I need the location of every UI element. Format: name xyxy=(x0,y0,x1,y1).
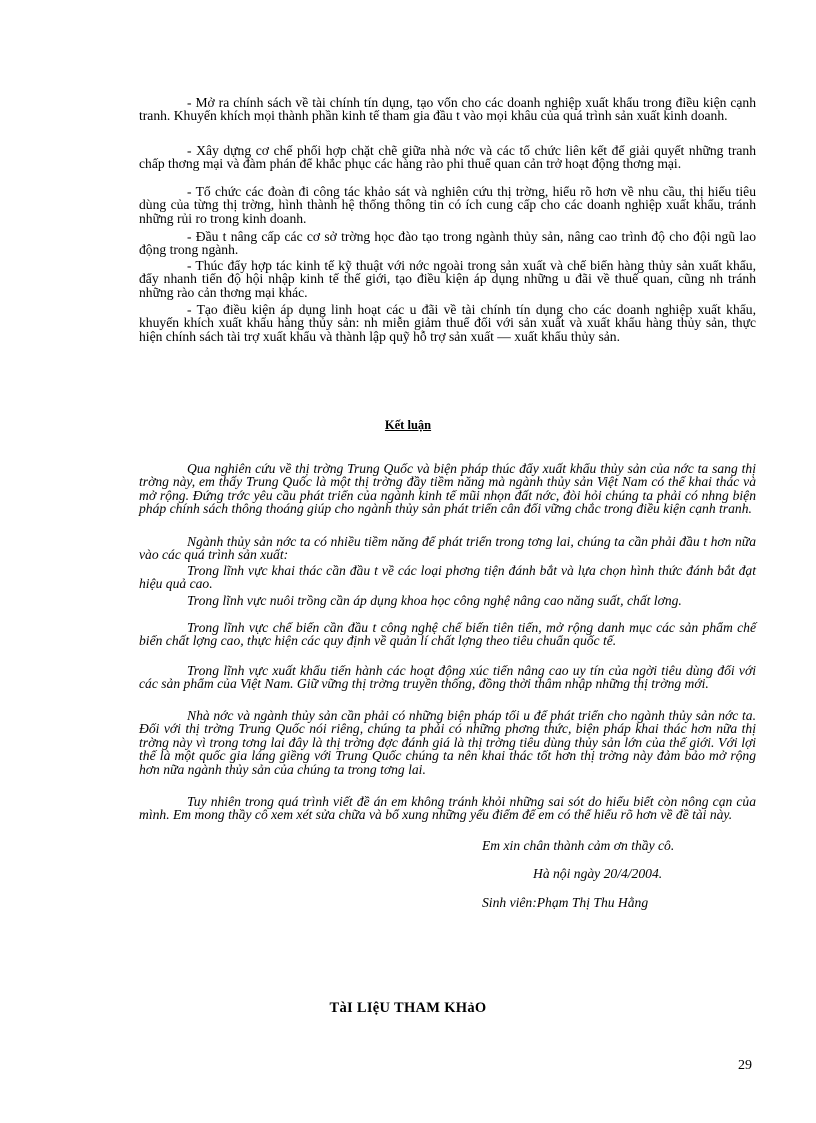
conclusion-paragraph-processing: Trong lĩnh vực chế biến cần đầu t công nghệ chế biến tiên tiến, mở rộng danh mục các sản phẩm chế biến chất lợng cao, thực hiện các quy định về quản lí chất lợng theo tiêu chuẩn quốc tế. xyxy=(139,620,756,649)
conclusion-paragraph-intro: Qua nghiên cứu về thị trờng Trung Quốc và biện pháp thúc đẩy xuất khẩu thủy sản của nớc ta sang thị trờng này, em thấy Trung Quốc là một thị trờng đầy tiềm năng mà ngành thủy sản Việt Nam có thể khai thác và mở rộng. Đứng trớc yêu cầu phát triển của ngành kinh tế mũi nhọn đất nớc, đòi hỏi chúng ta phải có nhng biện pháp chính sách thông thoáng giúp cho ngành thủy sản phát triển cân đối vững chắc trong điều kiện cạnh tranh. xyxy=(139,461,756,517)
policy-paragraph-cooperation: - Thúc đẩy hợp tác kinh tế kỹ thuật với nớc ngoài trong sản xuất và chế biến hàng thủy sản xuất khẩu, đẩy nhanh tiến độ hội nhập kinh tế thế giới, tạo điều kiện áp dụng những u đãi về thuế quan, cũng nh tránh những rào cản thơng mại khác. xyxy=(139,258,756,300)
policy-paragraph-incentives: - Tạo điều kiện áp dụng linh hoạt các u đãi về tài chính tín dụng cho các doanh nghiệp xuất khẩu, khuyến khích xuất khẩu hàng thủy sản: nh miễn giảm thuế đối với sản xuất và xuất khẩu hàng thủy sản, thực hiện chính sách tài trợ xuất khẩu và thành lập quỹ hỗ trợ sản xuất — xuất khẩu thủy sản. xyxy=(139,302,756,344)
conclusion-paragraph-state: Nhà nớc và ngành thủy sản cần phải có những biện pháp tối u để phát triển cho ngành thủy sản nớc ta. Đối với thị trờng Trung Quốc nói riêng, chúng ta phải có những phơng thức, biện pháp khai thác hơn nữa thị trờng này vì trong tơng lai đây là thị trờng đợc đánh giá là thị trờng tiêu dùng thủy sản lớn của thế giới. Với lợi thế là một quốc gia láng giềng với Trung Quốc chúng ta nên khai thác tốt hơn thị trờng này đảm bảo mở rộng hơn nữa ngành thủy sản của chúng ta trong tơng lai. xyxy=(139,708,756,777)
policy-paragraph-credit: - Mở ra chính sách về tài chính tín dụng, tạo vốn cho các doanh nghiệp xuất khẩu trong điều kiện cạnh tranh. Khuyến khích mọi thành phần kinh tế tham gia đầu t vào mọi khâu của quá trình sản xuất kinh doanh. xyxy=(139,95,756,124)
policy-paragraph-coordination: - Xây dựng cơ chế phối hợp chặt chẽ giữa nhà nớc và các tổ chức liên kết để giải quyết những tranh chấp thơng mại và đàm phán để khắc phục các hàng rào phi thuế quan cản trở hoạt động thơng mại. xyxy=(139,143,756,172)
date-line: Hà nội ngày 20/4/2004. xyxy=(533,866,663,881)
conclusion-paragraph-export: Trong lĩnh vực xuất khẩu tiến hành các hoạt động xúc tiến nâng cao uy tín của ngời tiêu dùng đối với các sản phẩm của Việt Nam. Giữ vững thị trờng truyền thống, đồng thời thâm nhập những thị trờng mới. xyxy=(139,663,756,692)
policy-paragraph-training: - Đầu t nâng cấp các cơ sở trờng học đào tạo trong ngành thủy sản, nâng cao trình độ cho đội ngũ lao động trong ngành. xyxy=(139,229,756,258)
references-heading: TàI LIệU THAM KHảO xyxy=(329,1000,487,1016)
conclusion-heading: Kết luận xyxy=(384,418,432,432)
conclusion-paragraph-closing: Tuy nhiên trong quá trình viết đề án em không tránh khỏi những sai sót do hiểu biết còn nông cạn của mình. Em mong thầy cô xem xét sửa chữa và bổ xung những yếu điểm để em có thể hiểu rõ hơn về đề tài này. xyxy=(139,794,756,823)
conclusion-paragraph-fishing: Trong lĩnh vực khai thác cần đầu t về các loại phơng tiện đánh bắt và lựa chọn hình thức đánh bắt đạt hiệu quả cao. xyxy=(139,563,756,592)
conclusion-paragraph-potential: Ngành thủy sản nớc ta có nhiều tiềm năng để phát triển trong tơng lai, chúng ta cần phải đầu t hơn nữa vào các quá trình sản xuất: xyxy=(139,534,756,563)
page-number: 29 xyxy=(738,1058,752,1073)
conclusion-paragraph-aquaculture: Trong lĩnh vực nuôi trồng cần áp dụng khoa học công nghệ nâng cao năng suất, chất lơng. xyxy=(187,593,682,608)
thanks-line: Em xin chân thành cảm ơn thầy cô. xyxy=(482,838,675,853)
student-signature: Sinh viên:Phạm Thị Thu Hằng xyxy=(482,895,649,910)
policy-paragraph-market-research: - Tổ chức các đoàn đi công tác khảo sát và nghiên cứu thị trờng, hiểu rõ hơn về nhu cầu, thị hiếu tiêu dùng của từng thị trờng, hình thành hệ thống thông tin có ích cung cấp cho các doanh nghiệp xuất khẩu, tránh những rủi ro trong kinh doanh. xyxy=(139,184,756,226)
